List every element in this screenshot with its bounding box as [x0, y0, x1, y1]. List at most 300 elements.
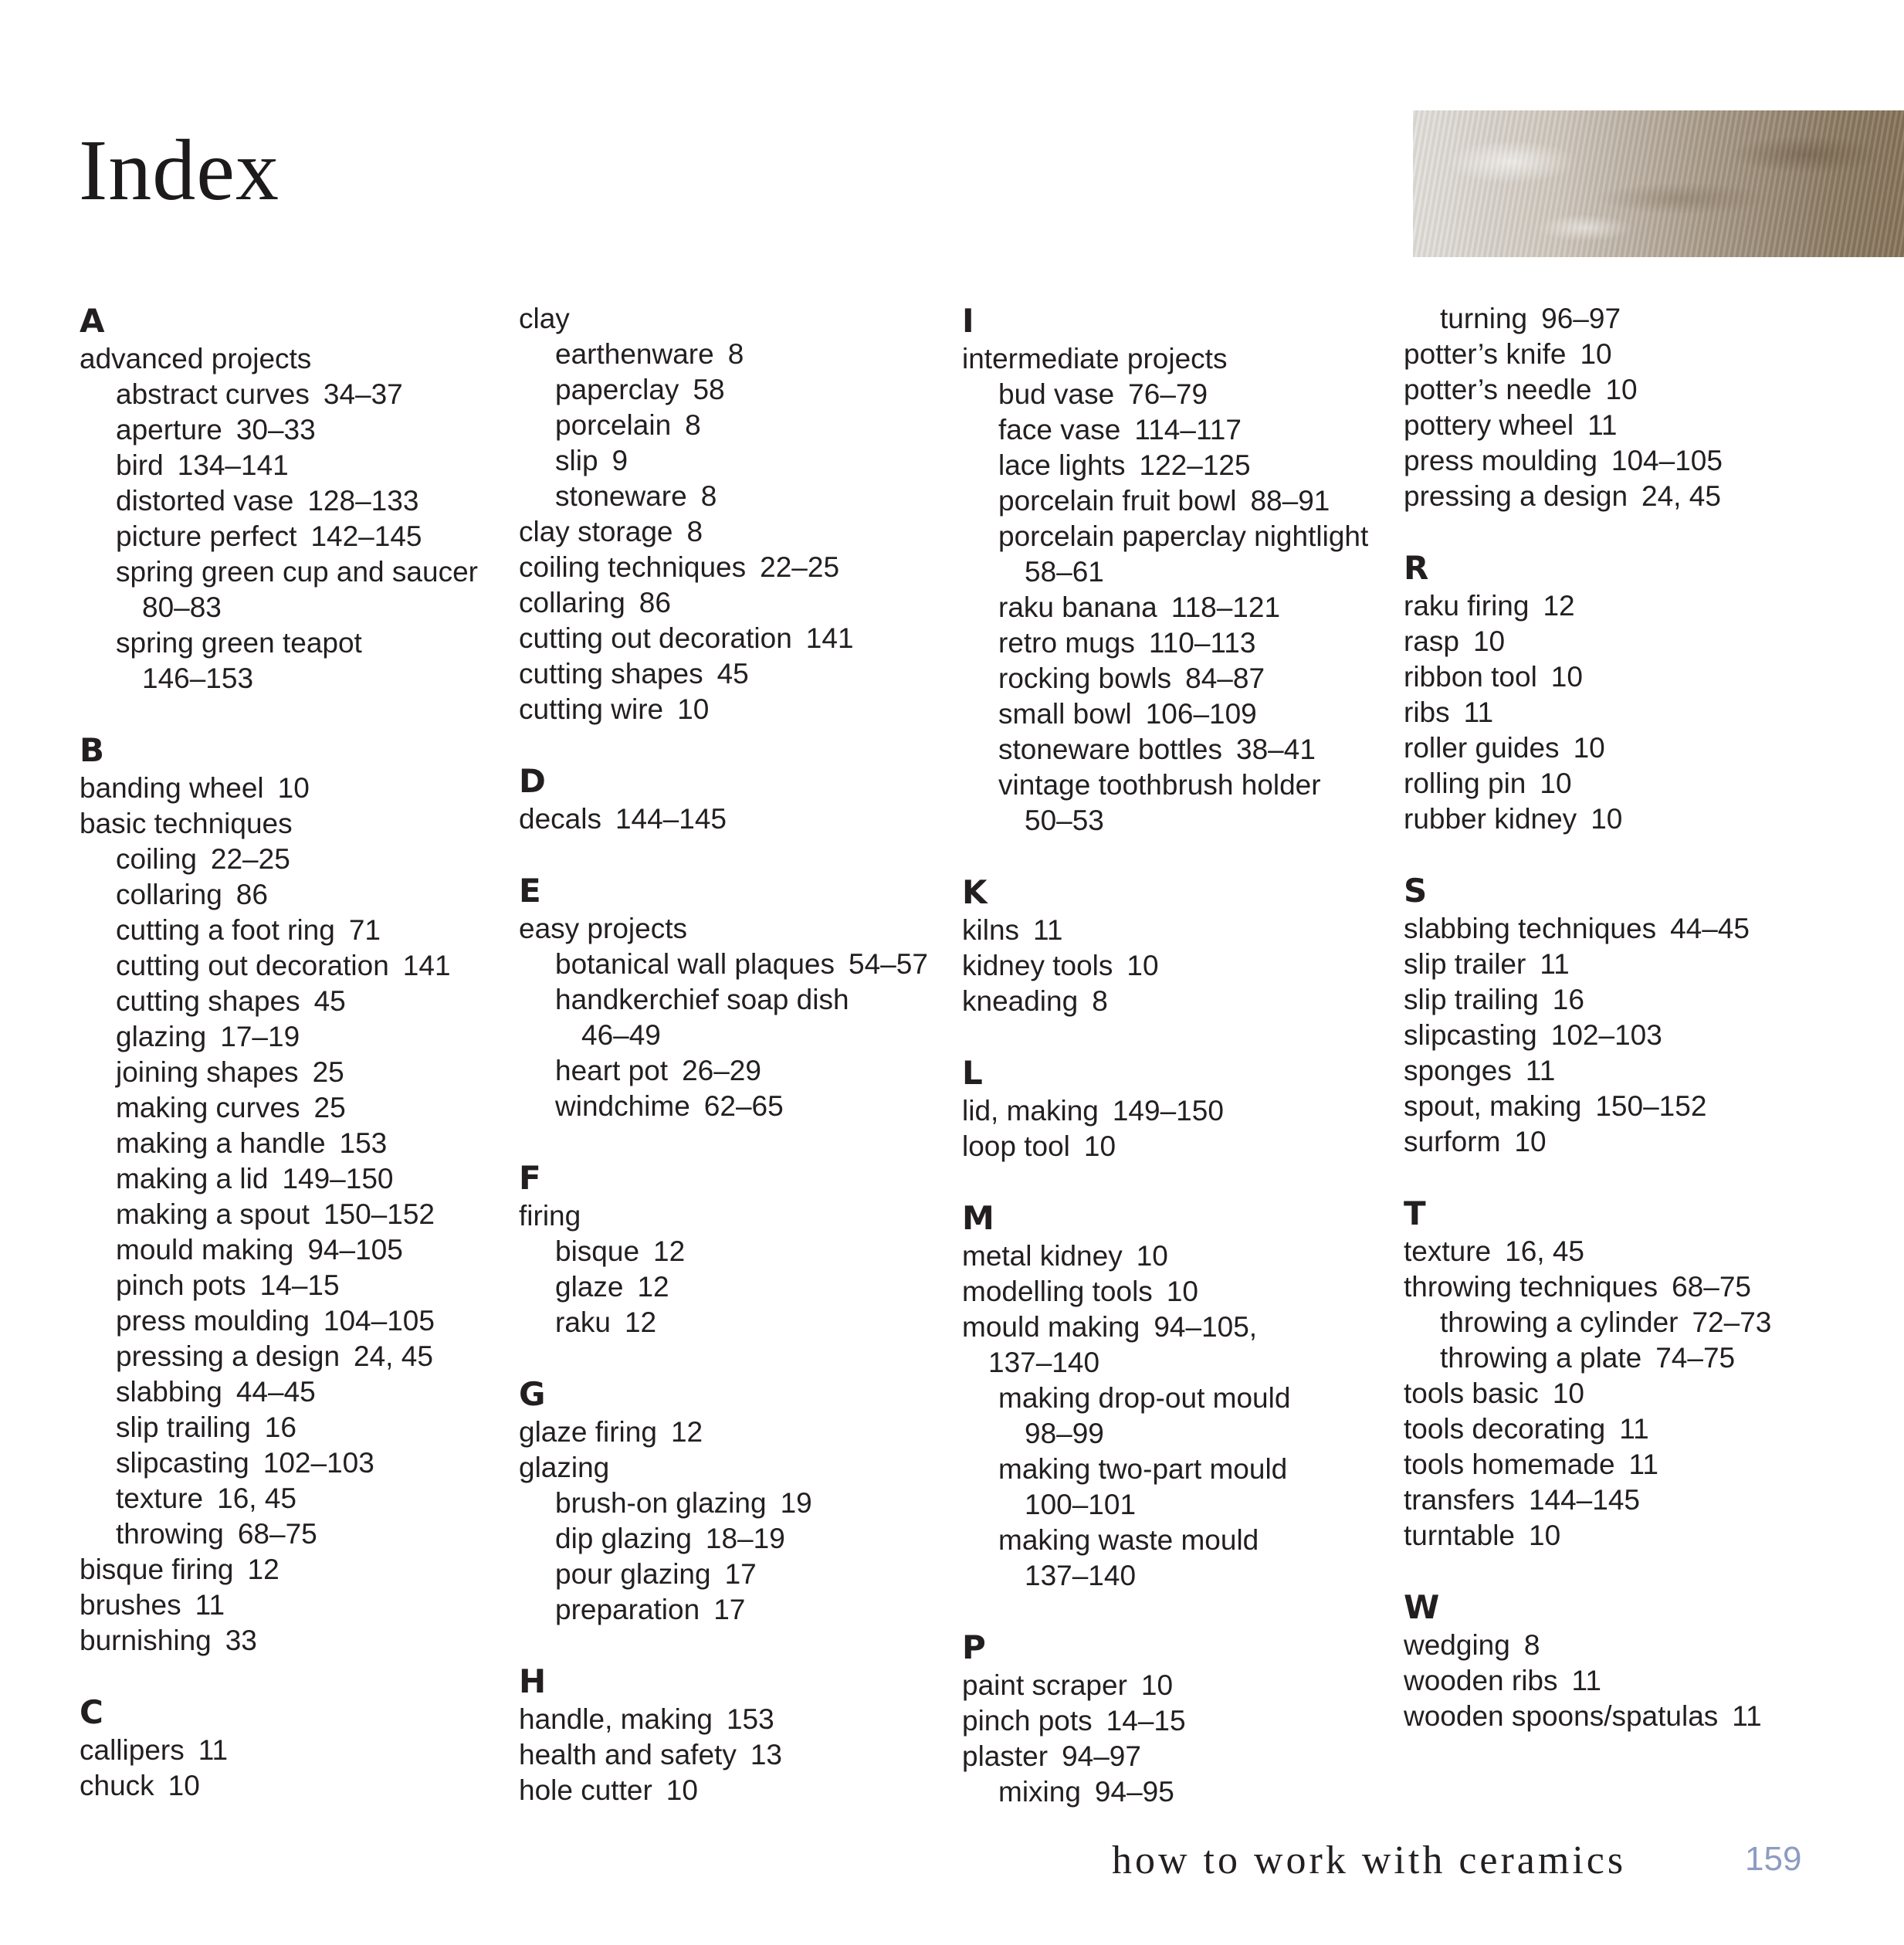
index-section [1404, 548, 1836, 837]
entry-term: glaze firing [519, 1416, 657, 1448]
index-section [519, 301, 951, 727]
index-entry [962, 625, 1394, 661]
entry-term: banding wheel [80, 772, 264, 804]
index-entry [519, 337, 951, 372]
index-entry [80, 519, 512, 554]
entry-pages: 54–57 [849, 948, 928, 980]
entry-pages: 16, 45 [1505, 1235, 1584, 1267]
entry-pages: 30–33 [235, 414, 316, 446]
entry-pages: 11 [1540, 948, 1570, 980]
entry-term: spring green teapot [116, 627, 362, 659]
index-entry [80, 877, 512, 913]
entry-pages: 33 [225, 1625, 257, 1656]
index-entry [80, 1303, 512, 1339]
entry-term: 100–101 [1025, 1489, 1137, 1520]
entry-term: potter’s knife [1404, 338, 1567, 370]
index-entry [1404, 1482, 1836, 1518]
entry-pages: 144–145 [615, 803, 727, 835]
page-number: 159 [1745, 1840, 1802, 1878]
entry-term: pour glazing [555, 1558, 711, 1590]
index-entry [80, 661, 512, 696]
index-entry [962, 913, 1394, 948]
entry-term: health and safety [519, 1739, 737, 1770]
entry-pages: 25 [313, 1092, 346, 1123]
entry-term: making two-part mould [998, 1453, 1288, 1485]
entry-term: glaze [555, 1271, 624, 1303]
index-entry [962, 1558, 1394, 1594]
index-entry [1404, 947, 1836, 982]
entry-pages: 10 [1580, 338, 1612, 370]
entry-term: pottery wheel [1404, 409, 1574, 441]
entry-term: making a lid [116, 1163, 269, 1194]
entry-term: ribs [1404, 696, 1450, 728]
entry-pages: 19 [780, 1487, 812, 1519]
entry-term: aperture [116, 414, 222, 446]
entry-pages: 12 [1543, 590, 1575, 622]
entry-pages: 74–75 [1655, 1342, 1736, 1374]
index-entry [1404, 337, 1836, 372]
entry-pages: 10 [1126, 950, 1159, 981]
entry-pages: 38–41 [1236, 734, 1316, 765]
index-entry [519, 585, 951, 621]
entry-term: easy projects [519, 913, 687, 944]
entry-term: intermediate projects [962, 343, 1228, 374]
entry-term: cutting shapes [116, 985, 300, 1017]
entry-pages: 16, 45 [217, 1482, 296, 1514]
entry-term: collaring [116, 879, 222, 910]
index-entry [519, 1773, 951, 1808]
entry-term: bisque firing [80, 1554, 234, 1585]
index-entry [962, 1129, 1394, 1164]
entry-term: vintage toothbrush holder [998, 769, 1321, 801]
index-entry [80, 1733, 512, 1768]
entry-term: spring green cup and saucer [116, 556, 478, 588]
index-entry [962, 1703, 1394, 1739]
entry-term: windchime [555, 1090, 690, 1122]
index-section [962, 1628, 1394, 1810]
section-letter: A [80, 302, 105, 340]
entry-term: joining shapes [116, 1056, 299, 1088]
entry-term: retro mugs [998, 627, 1135, 659]
entry-term: mixing [998, 1776, 1081, 1808]
index-entry [80, 483, 512, 519]
entry-term: bird [116, 449, 164, 481]
index-section [80, 730, 512, 1659]
index-entry [962, 1739, 1394, 1774]
entry-pages: 18–19 [705, 1523, 785, 1554]
index-entry [1404, 1305, 1836, 1340]
index-entry [1404, 1053, 1836, 1089]
entry-pages: 71 [348, 914, 381, 946]
index-entry [80, 771, 512, 806]
entry-term: porcelain [555, 409, 672, 441]
index-entry [962, 732, 1394, 767]
index-entry [519, 1234, 951, 1269]
entry-term: handkerchief soap dish [555, 984, 849, 1015]
entry-term: throwing [116, 1518, 224, 1550]
entry-pages: 44–45 [235, 1376, 316, 1408]
entry-pages: 17 [713, 1594, 746, 1625]
entry-pages: 12 [624, 1306, 657, 1338]
index-section [80, 1693, 512, 1804]
index-entry [1404, 1340, 1836, 1376]
index-entry [962, 1310, 1394, 1345]
index-entry [962, 554, 1394, 590]
index-entry [962, 1774, 1394, 1810]
entry-term: transfers [1404, 1484, 1515, 1516]
index-entry [80, 448, 512, 483]
index-entry [80, 1768, 512, 1804]
index-entry [519, 1486, 951, 1521]
entry-term: 137–140 [1025, 1560, 1137, 1591]
entry-pages: 142–145 [310, 520, 422, 552]
entry-term: slipcasting [1404, 1019, 1537, 1051]
entry-pages: 84–87 [1185, 662, 1265, 694]
entry-pages: 10 [277, 772, 310, 804]
index-entry [1404, 1699, 1836, 1734]
index-entry [1404, 695, 1836, 730]
index-entry [80, 1623, 512, 1659]
index-entry [80, 377, 512, 412]
entry-term: modelling tools [962, 1276, 1153, 1307]
entry-pages: 10 [168, 1770, 200, 1801]
entry-term: cutting out decoration [116, 950, 389, 981]
index-entry [519, 443, 951, 479]
entry-term: surform [1404, 1126, 1501, 1157]
index-entry [80, 1090, 512, 1126]
entry-pages: 10 [1083, 1130, 1116, 1162]
index-entry [519, 301, 951, 337]
entry-pages: 22–25 [760, 551, 840, 583]
index-entry [962, 1345, 1394, 1381]
index-entry [1404, 301, 1836, 337]
entry-term: slip trailing [1404, 984, 1539, 1015]
entry-term: slip [555, 445, 598, 476]
index-entry [1404, 624, 1836, 659]
entry-term: coiling techniques [519, 551, 747, 583]
index-entry [519, 372, 951, 408]
index-entry [519, 621, 951, 656]
entry-pages: 45 [717, 658, 749, 690]
index-entry [1404, 1447, 1836, 1482]
entry-pages: 10 [1472, 625, 1506, 657]
entry-term: making curves [116, 1092, 300, 1123]
entry-pages: 8 [727, 338, 744, 370]
index-entry [80, 1481, 512, 1516]
entry-term: slipcasting [116, 1447, 249, 1479]
index-entry [519, 1018, 951, 1053]
entry-pages: 94–105 [307, 1234, 403, 1266]
entry-pages: 12 [247, 1554, 280, 1585]
entry-term: making waste mould [998, 1524, 1259, 1556]
entry-pages: 94–105, [1154, 1311, 1258, 1343]
entry-pages: 122–125 [1139, 449, 1251, 481]
index-entry [80, 948, 512, 984]
index-section [1404, 871, 1836, 1160]
index-entry [1404, 1124, 1836, 1160]
index-entry [519, 1592, 951, 1628]
entry-term: 50–53 [1025, 805, 1104, 836]
entry-term: rocking bowls [998, 662, 1172, 694]
entry-pages: 88–91 [1250, 485, 1330, 517]
index-entry [519, 1305, 951, 1340]
entry-pages: 150–152 [323, 1198, 435, 1230]
entry-pages: 8 [1523, 1629, 1540, 1661]
index-entry [519, 1269, 951, 1305]
entry-term: coiling [116, 843, 197, 875]
index-entry [962, 1238, 1394, 1274]
entry-pages: 12 [670, 1416, 703, 1448]
section-letter: B [80, 731, 105, 769]
book-title-footer: how to work with ceramics [1112, 1838, 1627, 1882]
entry-pages: 16 [264, 1411, 296, 1443]
entry-term: turntable [1404, 1520, 1515, 1551]
index-section [1404, 1194, 1836, 1554]
index-entry [80, 1588, 512, 1623]
index-entry [519, 1521, 951, 1557]
index-entry [519, 947, 951, 982]
index-entry [962, 1381, 1394, 1416]
entry-pages: 149–150 [282, 1163, 394, 1194]
entry-term: tools basic [1404, 1377, 1539, 1409]
index-entry [80, 1445, 512, 1481]
index-section [962, 301, 1394, 839]
entry-term: hole cutter [519, 1774, 652, 1806]
index-entry [1404, 1089, 1836, 1124]
entry-pages: 11 [1587, 409, 1618, 441]
entry-term: heart pot [555, 1055, 669, 1086]
entry-pages: 10 [1529, 1520, 1561, 1551]
entry-pages: 10 [1573, 732, 1605, 764]
entry-term: clay [519, 303, 570, 334]
entry-pages: 86 [639, 587, 671, 618]
index-entry [1404, 1234, 1836, 1269]
index-entry [962, 1452, 1394, 1487]
entry-pages: 10 [677, 693, 710, 725]
entry-pages: 11 [1628, 1449, 1658, 1480]
entry-term: rolling pin [1404, 767, 1526, 799]
entry-term: 46–49 [581, 1019, 661, 1051]
index-entry [80, 806, 512, 842]
entry-term: callipers [80, 1734, 185, 1766]
section-letter: K [962, 873, 988, 911]
entry-pages: 17–19 [220, 1021, 300, 1052]
index-entry [962, 803, 1394, 839]
index-section [962, 873, 1394, 1019]
index-entry [519, 1198, 951, 1234]
section-letter: T [1404, 1194, 1426, 1232]
page-title: Index [79, 123, 280, 219]
index-entry [1404, 479, 1836, 514]
index-entry [80, 913, 512, 948]
entry-pages: 72–73 [1692, 1306, 1772, 1338]
entry-term: clay storage [519, 516, 673, 547]
index-entry [1404, 372, 1836, 408]
index-section [519, 761, 951, 837]
entry-pages: 10 [1514, 1126, 1547, 1157]
index-entry [80, 842, 512, 877]
entry-term: bud vase [998, 378, 1115, 410]
entry-pages: 24, 45 [354, 1340, 433, 1372]
entry-pages: 22–25 [210, 843, 290, 875]
entry-term: metal kidney [962, 1240, 1123, 1272]
entry-term: texture [1404, 1235, 1492, 1267]
entry-pages: 8 [686, 516, 703, 547]
entry-term: brushes [80, 1589, 181, 1621]
section-letter: I [962, 302, 974, 340]
entry-term: making drop-out mould [998, 1382, 1291, 1414]
entry-term: small bowl [998, 698, 1132, 730]
index-entry [80, 1232, 512, 1268]
entry-pages: 96–97 [1541, 303, 1621, 334]
entry-pages: 104–105 [323, 1305, 435, 1337]
entry-term: pressing a design [1404, 480, 1628, 512]
index-entry [1404, 1663, 1836, 1699]
entry-pages: 102–103 [263, 1447, 374, 1479]
entry-pages: 10 [1136, 1240, 1168, 1272]
index-entry [962, 412, 1394, 448]
index-entry [519, 982, 951, 1018]
entry-term: ribbon tool [1404, 661, 1537, 693]
index-entry [1404, 659, 1836, 695]
index-entry [519, 408, 951, 443]
section-letter: G [519, 1375, 546, 1413]
index-entry [80, 1374, 512, 1410]
entry-pages: 8 [1092, 985, 1108, 1017]
entry-pages: 12 [637, 1271, 669, 1303]
entry-pages: 16 [1552, 984, 1584, 1015]
index-entry [962, 341, 1394, 377]
entry-term: pressing a design [116, 1340, 340, 1372]
index-section [519, 1374, 951, 1628]
index-entry [80, 1055, 512, 1090]
index-entry [1404, 588, 1836, 624]
index-entry [962, 1416, 1394, 1452]
index-entry [962, 1523, 1394, 1558]
entry-pages: 94–95 [1094, 1776, 1174, 1808]
index-entry [519, 656, 951, 692]
entry-pages: 86 [235, 879, 268, 910]
entry-term: making a handle [116, 1127, 326, 1159]
index-section [519, 871, 951, 1124]
index-entry [1404, 1269, 1836, 1305]
entry-term: picture perfect [116, 520, 297, 552]
entry-term: preparation [555, 1594, 700, 1625]
index-entry [1404, 766, 1836, 801]
entry-term: kneading [962, 985, 1079, 1017]
index-entry [519, 1415, 951, 1450]
index-entry [1404, 1628, 1836, 1663]
entry-term: dip glazing [555, 1523, 692, 1554]
entry-term: lid, making [962, 1095, 1099, 1127]
entry-pages: 25 [312, 1056, 344, 1088]
section-letter: P [962, 1628, 986, 1666]
index-entry [962, 519, 1394, 554]
section-letter: S [1404, 872, 1428, 910]
entry-term: roller guides [1404, 732, 1560, 764]
entry-pages: 102–103 [1550, 1019, 1662, 1051]
index-entry [962, 483, 1394, 519]
index-entry [80, 984, 512, 1019]
index-entry [1404, 1018, 1836, 1053]
entry-term: raku [555, 1306, 611, 1338]
entry-pages: 8 [685, 409, 701, 441]
entry-term: lace lights [998, 449, 1126, 481]
entry-term: raku firing [1404, 590, 1530, 622]
section-letter: C [80, 1693, 103, 1731]
entry-term: raku banana [998, 591, 1157, 623]
index-entry [519, 479, 951, 514]
entry-term: making a spout [116, 1198, 310, 1230]
entry-term: 137–140 [988, 1347, 1100, 1378]
entry-pages: 11 [1463, 696, 1494, 728]
index-entry [962, 1487, 1394, 1523]
entry-pages: 34–37 [323, 378, 403, 410]
clay-texture-image [1413, 110, 1904, 257]
entry-pages: 10 [1550, 661, 1583, 693]
entry-term: porcelain paperclay nightlight [998, 520, 1369, 552]
entry-pages: 17 [724, 1558, 757, 1590]
entry-pages: 104–105 [1611, 445, 1723, 476]
entry-pages: 44–45 [1670, 913, 1750, 944]
entry-pages: 14–15 [1106, 1705, 1186, 1737]
index-entry [519, 514, 951, 550]
entry-pages: 110–113 [1148, 627, 1256, 659]
index-entry [80, 341, 512, 377]
entry-term: 98–99 [1025, 1418, 1104, 1449]
entry-term: throwing techniques [1404, 1271, 1658, 1303]
index-entry [519, 911, 951, 947]
entry-term: distorted vase [116, 485, 294, 517]
index-entry [962, 1668, 1394, 1703]
section-letter: D [519, 762, 546, 800]
entry-pages: 11 [198, 1734, 229, 1766]
index-entry [962, 377, 1394, 412]
index-entry [80, 1197, 512, 1232]
entry-pages: 11 [1571, 1665, 1601, 1696]
index-entry [962, 767, 1394, 803]
entry-term: rasp [1404, 625, 1459, 657]
index-section [962, 1053, 1394, 1164]
entry-pages: 94–97 [1062, 1740, 1141, 1772]
entry-term: kidney tools [962, 950, 1113, 981]
index-entry [80, 1126, 512, 1161]
index-entry [962, 661, 1394, 696]
entry-term: stoneware [555, 480, 687, 512]
entry-pages: 144–145 [1528, 1484, 1640, 1516]
entry-term: advanced projects [80, 343, 312, 374]
index-column-4 [1404, 301, 1836, 1734]
index-column-1 [80, 301, 512, 1804]
index-entry [519, 801, 951, 837]
entry-term: cutting shapes [519, 658, 703, 690]
index-entry [80, 1161, 512, 1197]
entry-term: slip trailer [1404, 948, 1526, 980]
entry-term: cutting out decoration [519, 622, 792, 654]
entry-term: 146–153 [142, 662, 254, 694]
entry-term: kilns [962, 914, 1020, 946]
entry-pages: 12 [653, 1235, 686, 1267]
index-entry [519, 1053, 951, 1089]
index-section [519, 1662, 951, 1808]
entry-term: glazing [519, 1452, 610, 1483]
index-entry [962, 1093, 1394, 1129]
index-section [1404, 1588, 1836, 1734]
index-entry [80, 554, 512, 590]
entry-term: slabbing techniques [1404, 913, 1657, 944]
entry-term: stoneware bottles [998, 734, 1223, 765]
entry-pages: 26–29 [682, 1055, 761, 1086]
